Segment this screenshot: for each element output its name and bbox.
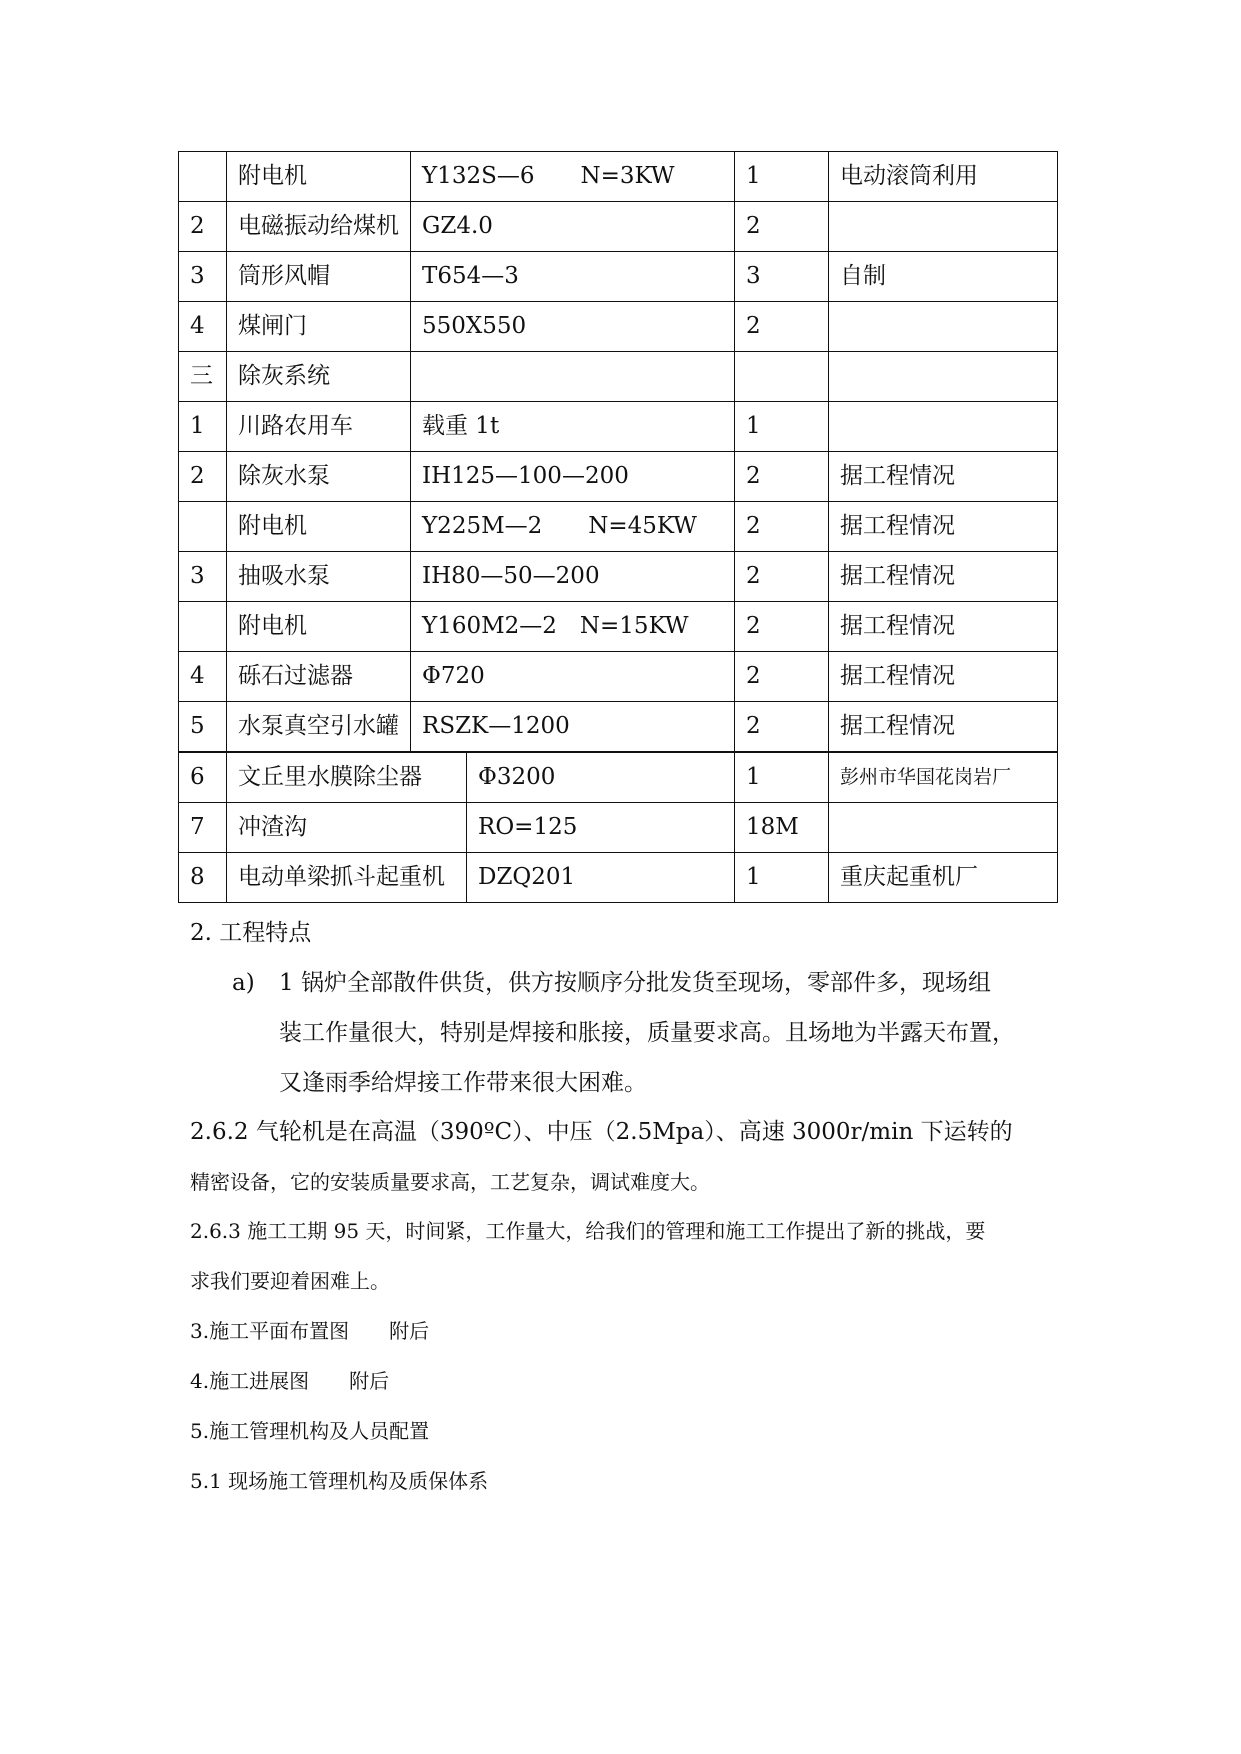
paragraph-2-6-3-line-2: 求我们要迎着困难上。 (190, 1269, 390, 1293)
equipment-qty: 2 (735, 202, 829, 252)
row-number: 8 (179, 853, 227, 903)
equipment-note: 重庆起重机厂 (829, 853, 1058, 903)
paragraph-2-6-2-line-1: 2.6.2 气轮机是在高温（390ºC）、中压（2.5Mpa）、高速 3000r/min 下运转的 (190, 1119, 1013, 1145)
item-a-line-3: 又逢雨季给焊接工作带来很大困难。 (279, 1070, 647, 1096)
equipment-spec: T654—3 (411, 252, 735, 302)
equipment-qty: 2 (735, 302, 829, 352)
equipment-name: 砾石过滤器 (227, 652, 411, 702)
table-row (179, 202, 1058, 252)
row-number (179, 152, 227, 202)
equipment-spec: 550X550 (411, 302, 735, 352)
equipment-note (829, 352, 1058, 402)
equipment-qty: 1 (735, 402, 829, 452)
table-row (179, 252, 1058, 302)
table-row (179, 652, 1058, 702)
row-number: 6 (179, 752, 227, 803)
equipment-note: 据工程情况 (829, 652, 1058, 702)
equipment-name: 除灰系统 (227, 352, 411, 402)
equipment-qty: 2 (735, 452, 829, 502)
table-row (179, 352, 1058, 402)
equipment-name: 煤闸门 (227, 302, 411, 352)
equipment-name: 水泵真空引水罐 (227, 702, 411, 753)
equipment-note: 据工程情况 (829, 602, 1058, 652)
equipment-note: 自制 (829, 252, 1058, 302)
equipment-qty: 1 (735, 152, 829, 202)
equipment-spec: Φ3200 (467, 752, 735, 803)
row-number (179, 502, 227, 552)
equipment-name: 附电机 (227, 152, 411, 202)
equipment-note: 据工程情况 (829, 502, 1058, 552)
equipment-note: 彭州市华国花岗岩厂 (829, 752, 1058, 803)
equipment-spec: Y132S—6 N=3KW (411, 152, 735, 202)
equipment-qty: 2 (735, 502, 829, 552)
equipment-name: 除灰水泵 (227, 452, 411, 502)
list-marker-a: a) (232, 970, 255, 996)
equipment-spec: 载重 1t (411, 402, 735, 452)
equipment-qty: 2 (735, 652, 829, 702)
equipment-qty: 18M (735, 803, 829, 853)
table-row (179, 803, 1058, 853)
equipment-spec: Y225M—2 N=45KW (411, 502, 735, 552)
table-row (179, 602, 1058, 652)
equipment-spec: IH125—100—200 (411, 452, 735, 502)
equipment-note: 据工程情况 (829, 452, 1058, 502)
equipment-spec: IH80—50—200 (411, 552, 735, 602)
section-2-heading: 2. 工程特点 (190, 920, 312, 946)
row-number: 1 (179, 402, 227, 452)
heading-3-site-layout: 3.施工平面布置图 附后 (190, 1319, 430, 1343)
equipment-qty: 1 (735, 853, 829, 903)
equipment-qty: 3 (735, 252, 829, 302)
equipment-spec: RSZK—1200 (411, 702, 735, 753)
row-number: 5 (179, 702, 227, 753)
row-number: 3 (179, 552, 227, 602)
equipment-spec: RO=125 (467, 803, 735, 853)
equipment-note (829, 803, 1058, 853)
table-row (179, 152, 1058, 202)
equipment-qty: 2 (735, 552, 829, 602)
equipment-name: 川路农用车 (227, 402, 411, 452)
row-number: 2 (179, 202, 227, 252)
row-number (179, 602, 227, 652)
table-row (179, 302, 1058, 352)
equipment-note: 电动滚筒利用 (829, 152, 1058, 202)
equipment-note (829, 202, 1058, 252)
heading-5-1-site-management: 5.1 现场施工管理机构及质保体系 (190, 1469, 489, 1493)
equipment-qty: 1 (735, 752, 829, 803)
row-number: 4 (179, 652, 227, 702)
equipment-qty: 2 (735, 602, 829, 652)
row-number: 2 (179, 452, 227, 502)
equipment-name: 抽吸水泵 (227, 552, 411, 602)
row-number: 7 (179, 803, 227, 853)
equipment-note: 据工程情况 (829, 552, 1058, 602)
row-number: 3 (179, 252, 227, 302)
equipment-name: 电动单梁抓斗起重机 (227, 853, 467, 903)
equipment-note (829, 402, 1058, 452)
equipment-qty (735, 352, 829, 402)
equipment-qty: 2 (735, 702, 829, 753)
equipment-spec: GZ4.0 (411, 202, 735, 252)
table-row (179, 502, 1058, 552)
item-a-line-1: 1 锅炉全部散件供货，供方按顺序分批发货至现场，零部件多，现场组 (279, 970, 991, 996)
equipment-spec: DZQ201 (467, 853, 735, 903)
equipment-name: 筒形风帽 (227, 252, 411, 302)
equipment-name: 冲渣沟 (227, 803, 467, 853)
heading-5-organization: 5.施工管理机构及人员配置 (190, 1419, 430, 1443)
equipment-note (829, 302, 1058, 352)
equipment-name: 电磁振动给煤机 (227, 202, 411, 252)
equipment-note: 据工程情况 (829, 702, 1058, 753)
equipment-table (178, 151, 1058, 903)
equipment-spec (411, 352, 735, 402)
table-row (179, 853, 1058, 903)
table-row (179, 702, 1058, 753)
row-number: 三 (179, 352, 227, 402)
equipment-name: 文丘里水膜除尘器 (227, 752, 467, 803)
equipment-spec: Y160M2—2 N=15KW (411, 602, 735, 652)
item-a-line-2: 装工作量很大，特别是焊接和胀接，质量要求高。且场地为半露天布置， (279, 1020, 1015, 1046)
paragraph-2-6-3-line-1: 2.6.3 施工工期 95 天，时间紧，工作量大，给我们的管理和施工工作提出了新的挑战，要 (190, 1219, 986, 1243)
equipment-spec: Φ720 (411, 652, 735, 702)
table-row (179, 452, 1058, 502)
row-number: 4 (179, 302, 227, 352)
table-row (179, 752, 1058, 803)
table-row (179, 402, 1058, 452)
equipment-name: 附电机 (227, 502, 411, 552)
paragraph-2-6-2-line-2: 精密设备，它的安装质量要求高，工艺复杂，调试难度大。 (190, 1170, 710, 1194)
equipment-name: 附电机 (227, 602, 411, 652)
heading-4-schedule: 4.施工进展图 附后 (190, 1369, 390, 1393)
table-row (179, 552, 1058, 602)
